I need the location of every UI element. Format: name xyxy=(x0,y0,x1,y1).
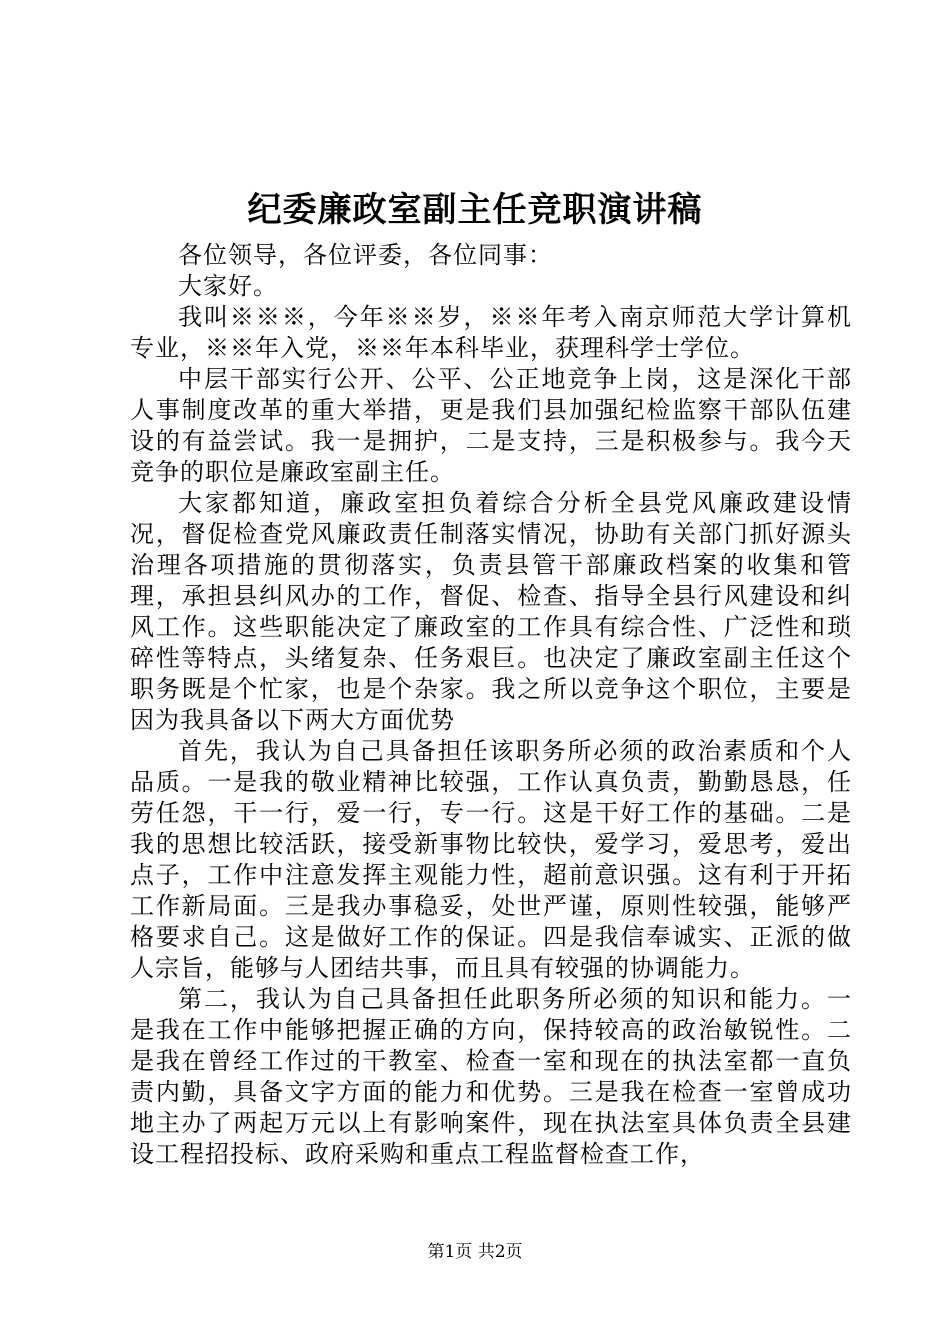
document-body xyxy=(130,240,852,1170)
document-title: 纪委廉政室副主任竞职演讲稿 xyxy=(247,190,703,230)
paragraph-office-duties: 大家都知道，廉政室担负着综合分析全县党风廉政建设情况，督促检查党风廉政责任制落实情况，协助有关部门抓好源头治理各项措施的贯彻落实，负责县管干部廉政档案的收集和管理，承担县纠风办的工作，督促、检查、指导全县行风建设和纠风工作。这些职能决定了廉政室的工作具有综合性、广泛性和琐碎性等特点，头绪复杂、任务艰巨。也决定了廉政室副主任这个职务既是个忙家，也是个杂家。我之所以竞争这个职位，主要是因为我具备以下两大方面优势 xyxy=(130,489,852,734)
page-number-footer: 第1页 共2页 xyxy=(427,1242,523,1262)
paragraph-reform: 中层干部实行公开、公平、公正地竞争上岗，这是深化干部人事制度改革的重大举措，更是我们县加强纪检监察干部队伍建设的有益尝试。我一是拥护，二是支持，三是积极参与。我今天竞争的职位是廉政室副主任。 xyxy=(130,365,852,486)
paragraph-second-advantage: 第二，我认为自己具备担任此职务所必须的知识和能力。一是我在工作中能够把握正确的方向，保持较高的政治敏锐性。二是我在曾经工作过的干教室、检查一室和现在的执法室都一直负责内勤，具备文字方面的能力和优势。三是我在检查一室曾成功地主办了两起万元以上有影响案件，现在执法室具体负责全县建设工程招投标、政府采购和重点工程监督检查工作， xyxy=(130,985,852,1168)
paragraph-self-intro: 我叫※※※，今年※※岁，※※年考入南京师范大学计算机专业，※※年入党，※※年本科毕业，获理科学士学位。 xyxy=(130,303,852,362)
paragraph-hello: 大家好。 xyxy=(178,272,278,300)
paragraph-greeting: 各位领导，各位评委，各位同事： xyxy=(178,241,553,269)
paragraph-first-advantage: 首先，我认为自己具备担任该职务所必须的政治素质和个人品质。一是我的敬业精神比较强，工作认真负责，勤勤恳恳，任劳任怨，干一行，爱一行，专一行。这是干好工作的基础。二是我的思想比较活跃，接受新事物比较快，爱学习，爱思考，爱出点子，工作中注意发挥主观能力性，超前意识强。这有利于开拓工作新局面。三是我办事稳妥，处世严谨，原则性较强，能够严格要求自己。这是做好工作的保证。四是我信奉诚实、正派的做人宗旨，能够与人团结共事，而且具有较强的协调能力。 xyxy=(130,737,852,982)
